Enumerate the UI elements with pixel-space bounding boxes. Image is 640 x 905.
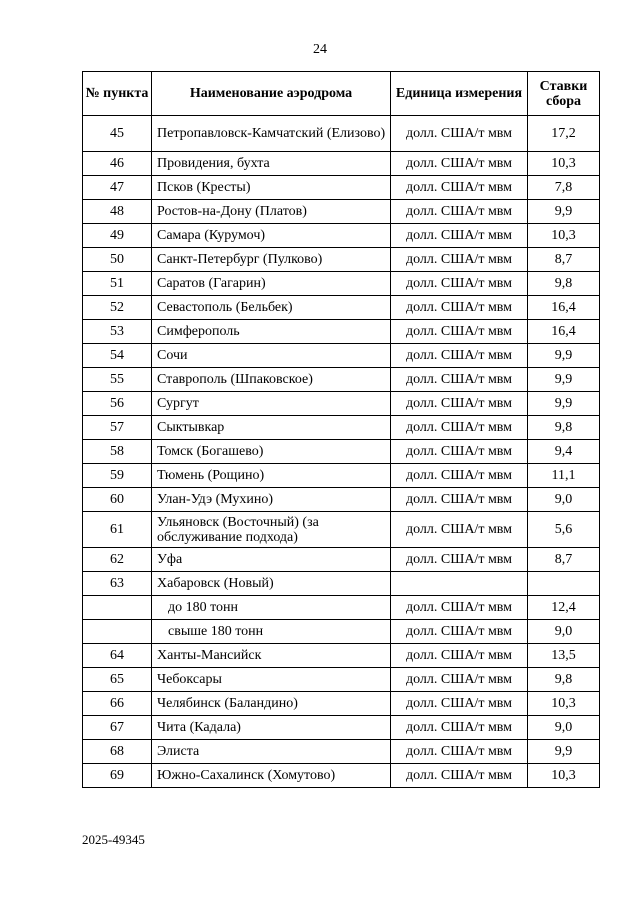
cell-unit: долл. США/т мвм: [391, 116, 528, 152]
cell-unit: долл. США/т мвм: [391, 764, 528, 788]
cell-unit: долл. США/т мвм: [391, 200, 528, 224]
cell-num: 61: [83, 512, 152, 548]
cell-num: [83, 596, 152, 620]
cell-name: Челябинск (Баландино): [152, 692, 391, 716]
cell-name: Улан-Удэ (Мухино): [152, 488, 391, 512]
cell-rate: 13,5: [528, 644, 600, 668]
cell-num: 55: [83, 368, 152, 392]
header-name: Наименование аэродрома: [152, 72, 391, 116]
cell-unit: долл. США/т мвм: [391, 248, 528, 272]
cell-name: Севастополь (Бельбек): [152, 296, 391, 320]
cell-num: 59: [83, 464, 152, 488]
cell-unit: долл. США/т мвм: [391, 644, 528, 668]
cell-num: 64: [83, 644, 152, 668]
table-row: [83, 488, 600, 512]
cell-rate: 17,2: [528, 116, 600, 152]
table-row: [83, 296, 600, 320]
table-row: [83, 620, 600, 644]
cell-name: Томск (Богашево): [152, 440, 391, 464]
cell-name: свыше 180 тонн: [152, 620, 391, 644]
cell-rate: 10,3: [528, 764, 600, 788]
table-row: [83, 416, 600, 440]
cell-name: Симферополь: [152, 320, 391, 344]
cell-name: Псков (Кресты): [152, 176, 391, 200]
cell-num: 63: [83, 572, 152, 596]
cell-num: 69: [83, 764, 152, 788]
cell-rate: 9,8: [528, 416, 600, 440]
cell-name: Ростов-на-Дону (Платов): [152, 200, 391, 224]
cell-num: 49: [83, 224, 152, 248]
cell-rate: 16,4: [528, 296, 600, 320]
cell-rate: 9,0: [528, 488, 600, 512]
cell-name: Сочи: [152, 344, 391, 368]
cell-num: 60: [83, 488, 152, 512]
cell-unit: долл. США/т мвм: [391, 620, 528, 644]
cell-name: Сыктывкар: [152, 416, 391, 440]
cell-rate: 10,3: [528, 152, 600, 176]
cell-num: 57: [83, 416, 152, 440]
cell-name: Петропавловск-Камчатский (Елизово): [152, 116, 391, 152]
table-row: [83, 440, 600, 464]
cell-unit: долл. США/т мвм: [391, 488, 528, 512]
table-row: [83, 392, 600, 416]
table-row: [83, 224, 600, 248]
cell-num: 67: [83, 716, 152, 740]
cell-num: 50: [83, 248, 152, 272]
table-row: [83, 692, 600, 716]
table-row: [83, 764, 600, 788]
cell-name: Чебоксары: [152, 668, 391, 692]
table-row: [83, 116, 600, 152]
table-row: [83, 176, 600, 200]
cell-name: Хабаровск (Новый): [152, 572, 391, 596]
table-row: [83, 248, 600, 272]
cell-unit: долл. США/т мвм: [391, 740, 528, 764]
cell-num: 52: [83, 296, 152, 320]
cell-unit: долл. США/т мвм: [391, 692, 528, 716]
cell-num: 54: [83, 344, 152, 368]
table-row: [83, 152, 600, 176]
cell-unit: долл. США/т мвм: [391, 464, 528, 488]
cell-unit: долл. США/т мвм: [391, 296, 528, 320]
cell-unit: долл. США/т мвм: [391, 320, 528, 344]
cell-num: 47: [83, 176, 152, 200]
cell-unit: долл. США/т мвм: [391, 416, 528, 440]
cell-num: 48: [83, 200, 152, 224]
cell-unit: долл. США/т мвм: [391, 152, 528, 176]
page-number: 24: [313, 42, 327, 57]
cell-unit: долл. США/т мвм: [391, 368, 528, 392]
cell-name: Ульяновск (Восточный) (за обслуживание подхода): [152, 512, 391, 548]
table-row: [83, 320, 600, 344]
cell-rate: 10,3: [528, 224, 600, 248]
cell-rate: 5,6: [528, 512, 600, 548]
cell-rate: 9,0: [528, 716, 600, 740]
cell-unit: долл. США/т мвм: [391, 224, 528, 248]
cell-num: 58: [83, 440, 152, 464]
cell-num: 56: [83, 392, 152, 416]
cell-unit: долл. США/т мвм: [391, 596, 528, 620]
cell-unit: долл. США/т мвм: [391, 512, 528, 548]
cell-name: Самара (Курумоч): [152, 224, 391, 248]
cell-rate: 12,4: [528, 596, 600, 620]
table-row: [83, 344, 600, 368]
header-unit: Единица измерения: [391, 72, 528, 116]
cell-rate: 9,9: [528, 740, 600, 764]
table-row: [83, 272, 600, 296]
cell-num: 65: [83, 668, 152, 692]
cell-num: 46: [83, 152, 152, 176]
cell-rate: 9,9: [528, 344, 600, 368]
aerodrome-rates-table: [82, 71, 600, 788]
table-row: [83, 644, 600, 668]
cell-name: Санкт-Петербург (Пулково): [152, 248, 391, 272]
cell-rate: 8,7: [528, 548, 600, 572]
table-row: [83, 548, 600, 572]
table-row: [83, 200, 600, 224]
cell-num: 45: [83, 116, 152, 152]
cell-unit: долл. США/т мвм: [391, 176, 528, 200]
cell-unit: долл. США/т мвм: [391, 392, 528, 416]
cell-num: 68: [83, 740, 152, 764]
cell-unit: долл. США/т мвм: [391, 440, 528, 464]
cell-unit: долл. США/т мвм: [391, 548, 528, 572]
cell-name: Чита (Кадала): [152, 716, 391, 740]
cell-rate: 9,0: [528, 620, 600, 644]
cell-rate: 9,8: [528, 272, 600, 296]
cell-rate: 9,8: [528, 668, 600, 692]
cell-num: 62: [83, 548, 152, 572]
cell-name: Ставрополь (Шпаковское): [152, 368, 391, 392]
cell-rate: 11,1: [528, 464, 600, 488]
table-row: [83, 740, 600, 764]
header-rate: Ставки сбора: [528, 72, 600, 116]
cell-num: 53: [83, 320, 152, 344]
cell-unit: [391, 572, 528, 596]
table-row: [83, 572, 600, 596]
cell-num: 66: [83, 692, 152, 716]
table-header-row: [83, 72, 600, 116]
table-row: [83, 668, 600, 692]
table-row: [83, 368, 600, 392]
cell-rate: 9,9: [528, 392, 600, 416]
cell-name: Ханты-Мансийск: [152, 644, 391, 668]
cell-name: Уфа: [152, 548, 391, 572]
header-num: № пункта: [83, 72, 152, 116]
cell-unit: долл. США/т мвм: [391, 668, 528, 692]
cell-rate: [528, 572, 600, 596]
cell-name: Южно-Сахалинск (Хомутово): [152, 764, 391, 788]
cell-rate: 9,9: [528, 368, 600, 392]
cell-rate: 7,8: [528, 176, 600, 200]
cell-name: Провидения, бухта: [152, 152, 391, 176]
cell-num: [83, 620, 152, 644]
cell-unit: долл. США/т мвм: [391, 344, 528, 368]
cell-name: до 180 тонн: [152, 596, 391, 620]
cell-rate: 10,3: [528, 692, 600, 716]
cell-name: Элиста: [152, 740, 391, 764]
cell-unit: долл. США/т мвм: [391, 716, 528, 740]
cell-rate: 9,9: [528, 200, 600, 224]
document-id: 2025-49345: [82, 832, 145, 847]
cell-num: 51: [83, 272, 152, 296]
cell-name: Тюмень (Рощино): [152, 464, 391, 488]
cell-rate: 8,7: [528, 248, 600, 272]
table-row: [83, 512, 600, 548]
cell-name: Саратов (Гагарин): [152, 272, 391, 296]
cell-rate: 16,4: [528, 320, 600, 344]
table-row: [83, 464, 600, 488]
table-row: [83, 716, 600, 740]
cell-name: Сургут: [152, 392, 391, 416]
table-row: [83, 596, 600, 620]
cell-unit: долл. США/т мвм: [391, 272, 528, 296]
cell-rate: 9,4: [528, 440, 600, 464]
